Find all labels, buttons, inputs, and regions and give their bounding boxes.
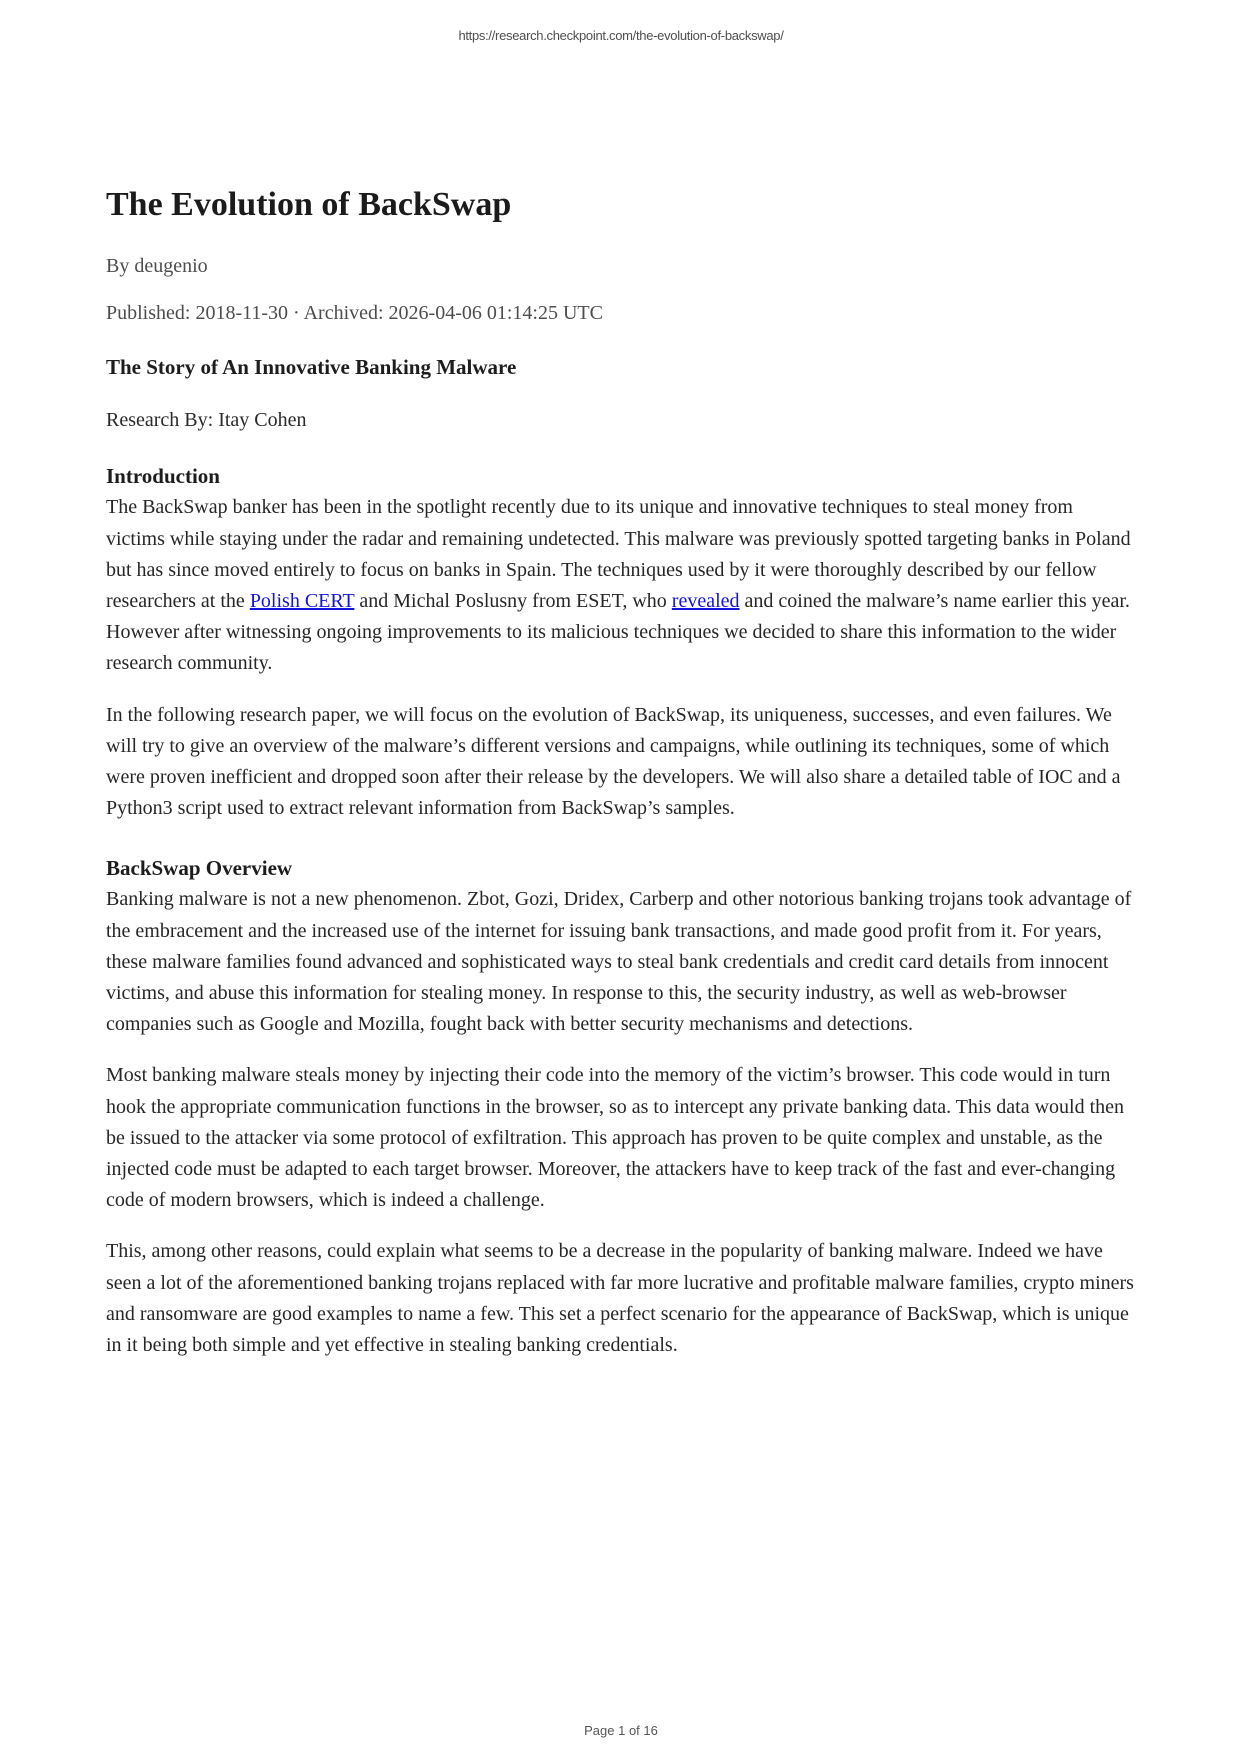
page-title: The Evolution of BackSwap [106, 186, 512, 223]
research-by-line: Research By: Itay Cohen [106, 409, 307, 432]
backswap-overview-heading: BackSwap Overview [106, 856, 293, 881]
section-introduction [106, 461, 1136, 824]
page-number-footer: Page 1 of 16 [584, 1723, 658, 1738]
intro-paragraph-1 [106, 492, 1136, 679]
author-byline: By deugenio [106, 255, 208, 278]
overview-paragraph-1: Banking malware is not a new phenomenon. Zbot, Gozi, Dridex, Carberp and other notorious banking trojans took advantage of the embracement and the increased use of the internet for issuing bank transactions, and made good profit from it. For years, these malware families found advanced and sophisticated ways to steal bank credentials and credit card details from innocent victims, and abuse this information for stealing money. In response to this, the security industry, as well as web-browser companies such as Google and Mozilla, fought back with better security mechanisms and detections. [106, 888, 1132, 1036]
intro-p1-text-between: and Michal Poslusny from ESET, who [354, 590, 672, 612]
intro-p1-text-before: The BackSwap banker has been in the spotlight recently due to its unique and innovative techniques to steal money from victims while staying under the radar and remaining undetected. This malware was previously spotted targeting banks in Poland but has since moved entirely to focus on banks in Spain. The techniques used by it were thoroughly described by our fellow researchers at the [106, 496, 1131, 612]
intro-paragraph-2: In the following research paper, we will focus on the evolution of BackSwap, its uniqueness, successes, and even failures. We will try to give an overview of the malware’s different versions and campaigns, while outlining its techniques, some of which were proven inefficient and dropped soon after their release by the developers. We will also share a detailed table of IOC and a Python3 script used to extract relevant information from BackSwap’s samples. [106, 703, 1121, 820]
polish-cert-link[interactable]: Polish CERT [249, 590, 355, 612]
section-backswap-overview [106, 853, 1136, 1361]
print-url-header: https://research.checkpoint.com/the-evolution-of-backswap/ [458, 28, 784, 43]
document-page [0, 186, 1242, 1361]
article-subtitle: The Story of An Innovative Banking Malware [106, 355, 517, 380]
published-archived-meta: Published: 2018-11-30 · Archived: 2026-04-06 01:14:25 UTC [106, 302, 603, 325]
overview-paragraph-3: This, among other reasons, could explain what seems to be a decrease in the popularity of banking malware. Indeed we have seen a lot of the aforementioned banking trojans replaced with far more lucrative and profitable malware families, crypto miners and ransomware are good examples to name a few. This set a perfect scenario for the appearance of BackSwap, which is unique in it being both simple and yet effective in stealing banking credentials. [106, 1240, 1134, 1357]
revealed-link[interactable]: revealed [671, 590, 740, 612]
overview-paragraph-2: Most banking malware steals money by injecting their code into the memory of the victim’s browser. This code would in turn hook the appropriate communication functions in the browser, so as to intercept any private banking data. This data would then be issued to the attacker via some protocol of exfiltration. This approach has proven to be quite complex and unstable, as the injected code must be adapted to each target browser. Moreover, the attackers have to keep track of the fast and ever-changing code of modern browsers, which is indeed a challenge. [106, 1064, 1125, 1212]
introduction-heading: Introduction [106, 464, 220, 489]
intro-p1-text-after: and coined the malware’s name earlier this year. However after witnessing ongoing improvements to its malicious techniques we decided to share this information to the wider research community. [106, 590, 1130, 675]
